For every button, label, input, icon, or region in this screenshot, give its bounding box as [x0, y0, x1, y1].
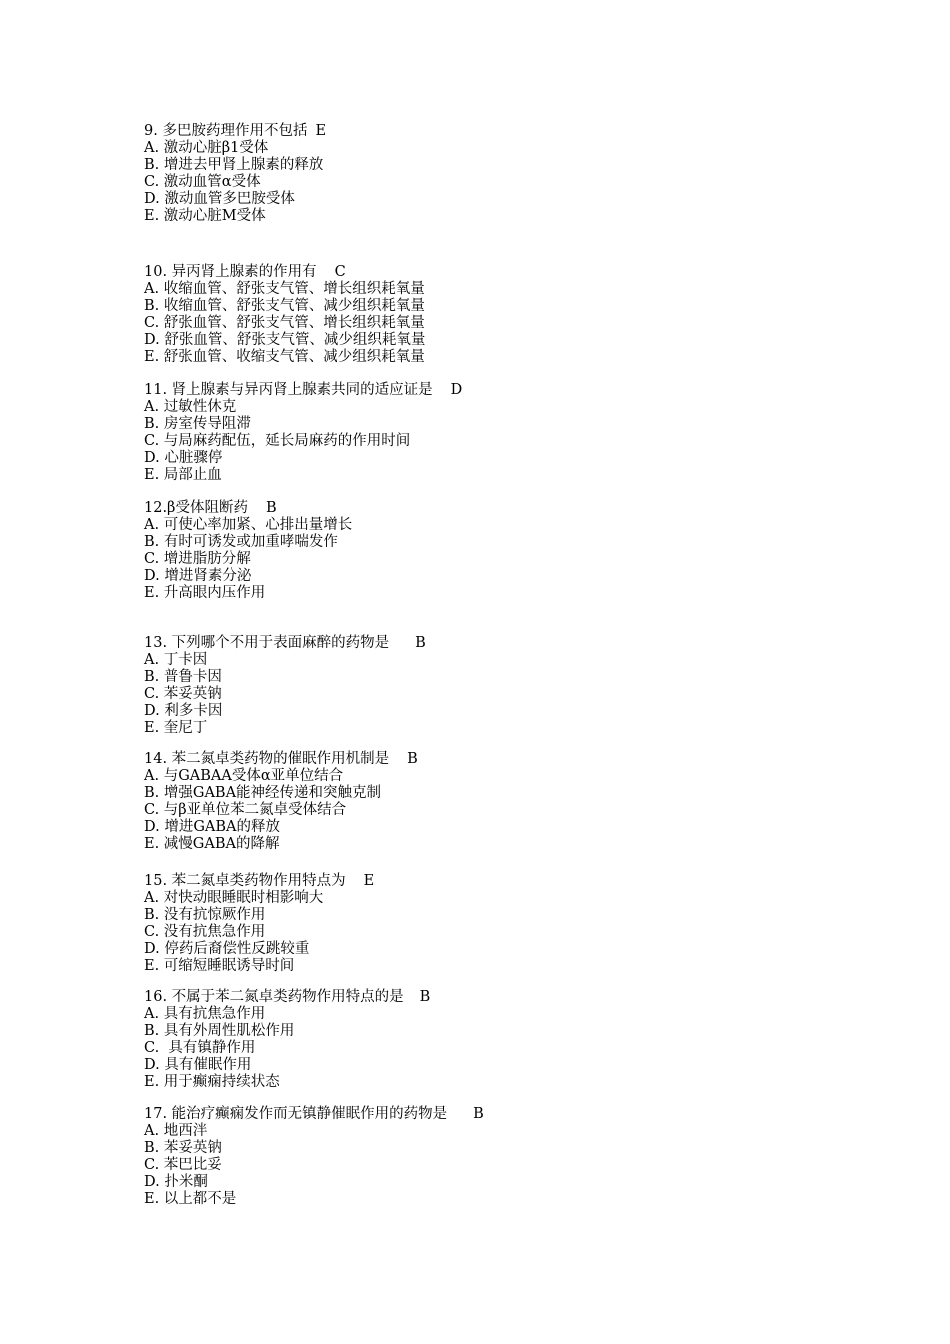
question-14 [144, 751, 764, 853]
stem-text: 9. 多巴胺药理作用不包括 [144, 123, 308, 139]
option-b: B. 具有外周性肌松作用 [144, 1023, 295, 1039]
question-stem [144, 989, 764, 1006]
stem-text: 16. 不属于苯二氮卓类药物作用特点的是 [144, 989, 404, 1005]
answer-key: E [363, 873, 375, 889]
question-stem [144, 1106, 764, 1123]
answer-key: B [473, 1106, 484, 1122]
option-c: C. 激动血管α受体 [144, 174, 261, 190]
option-e: E. 以上都不是 [144, 1191, 237, 1207]
answer-key: B [415, 635, 426, 651]
answer-key: B [265, 500, 277, 516]
question-10 [144, 264, 764, 366]
stem-text: 12.β受体阻断药 [144, 500, 248, 516]
option-e: E. 可缩短睡眠诱导时间 [144, 958, 295, 974]
option-a: A. 地西泮 [144, 1123, 208, 1139]
option-e: E. 局部止血 [144, 467, 222, 483]
option-e: E. 减慢GABA的降解 [144, 836, 280, 852]
question-11 [144, 382, 764, 484]
option-c: C. 具有镇静作用 [144, 1040, 256, 1056]
question-stem [144, 751, 764, 768]
question-stem [144, 500, 764, 517]
question-15 [144, 873, 764, 975]
stem-text: 14. 苯二氮卓类药物的催眠作用机制是 [144, 751, 390, 767]
question-13 [144, 635, 764, 737]
option-c: C. 与β亚单位苯二氮卓受体结合 [144, 802, 347, 818]
stem-text: 11. 肾上腺素与异丙肾上腺素共同的适应证是 [144, 382, 433, 398]
option-e: E. 激动心脏M受体 [144, 208, 266, 224]
option-d: D. 增进GABA的释放 [144, 819, 281, 835]
option-e: E. 用于癫痫持续状态 [144, 1074, 280, 1090]
option-d: D. 利多卡因 [144, 703, 223, 719]
option-a: A. 对快动眼睡眠时相影响大 [144, 890, 324, 906]
option-e: E. 奎尼丁 [144, 720, 208, 736]
option-b: B. 增进去甲肾上腺素的释放 [144, 157, 324, 173]
question-12 [144, 500, 764, 602]
question-stem [144, 382, 764, 399]
option-d: D. 扑米酮 [144, 1174, 208, 1190]
option-c: C. 增进脂肪分解 [144, 551, 251, 567]
option-b: B. 房室传导阻滞 [144, 416, 251, 432]
option-b: B. 没有抗惊厥作用 [144, 907, 266, 923]
option-a: A. 具有抗焦急作用 [144, 1006, 266, 1022]
option-a: A. 与GABAA受体α亚单位结合 [144, 768, 344, 784]
option-a: A. 收缩血管、舒张支气管、增长组织耗氧量 [144, 281, 425, 297]
answer-key: E [315, 123, 327, 139]
stem-text: 10. 异丙肾上腺素的作用有 [144, 264, 317, 280]
option-c: C. 舒张血管、舒张支气管、增长组织耗氧量 [144, 315, 425, 331]
stem-text: 17. 能治疗癫痫发作而无镇静催眠作用的药物是 [144, 1106, 448, 1122]
question-16 [144, 989, 764, 1091]
option-d: D. 激动血管多巴胺受体 [144, 191, 295, 207]
option-c: C. 与局麻药配伍，延长局麻药的作用时间 [144, 433, 411, 449]
option-a: A. 过敏性休克 [144, 399, 237, 415]
option-c: C. 苯巴比妥 [144, 1157, 222, 1173]
option-a: A. 丁卡因 [144, 652, 208, 668]
option-b: B. 普鲁卡因 [144, 669, 222, 685]
answer-key: C [334, 264, 346, 280]
option-c: C. 没有抗焦急作用 [144, 924, 266, 940]
option-d: D. 停药后裔偿性反跳较重 [144, 941, 310, 957]
option-d: D. 舒张血管、舒张支气管、减少组织耗氧量 [144, 332, 426, 348]
option-a: A. 可使心率加紧、心排出量增长 [144, 517, 353, 533]
question-stem [144, 635, 764, 652]
option-b: B. 苯妥英钠 [144, 1140, 222, 1156]
option-b: B. 有时可诱发或加重哮喘发作 [144, 534, 338, 550]
option-b: B. 增强GABA能神经传递和突触克制 [144, 785, 382, 801]
stem-text: 15. 苯二氮卓类药物作用特点为 [144, 873, 346, 889]
answer-key: D [450, 382, 463, 398]
stem-text: 13. 下列哪个不用于表面麻醉的药物是 [144, 635, 390, 651]
option-e: E. 升高眼内压作用 [144, 585, 266, 601]
option-e: E. 舒张血管、收缩支气管、减少组织耗氧量 [144, 349, 425, 365]
option-c: C. 苯妥英钠 [144, 686, 222, 702]
option-b: B. 收缩血管、舒张支气管、减少组织耗氧量 [144, 298, 425, 314]
question-stem [144, 264, 764, 281]
question-stem [144, 873, 764, 890]
option-a: A. 激动心脏β1受体 [144, 140, 269, 156]
question-9 [144, 123, 764, 225]
question-17 [144, 1106, 764, 1208]
option-d: D. 具有催眠作用 [144, 1057, 252, 1073]
answer-key: B [419, 989, 431, 1005]
question-stem [144, 123, 764, 140]
option-d: D. 增进肾素分泌 [144, 568, 252, 584]
answer-key: B [407, 751, 418, 767]
option-d: D. 心脏骤停 [144, 450, 223, 466]
